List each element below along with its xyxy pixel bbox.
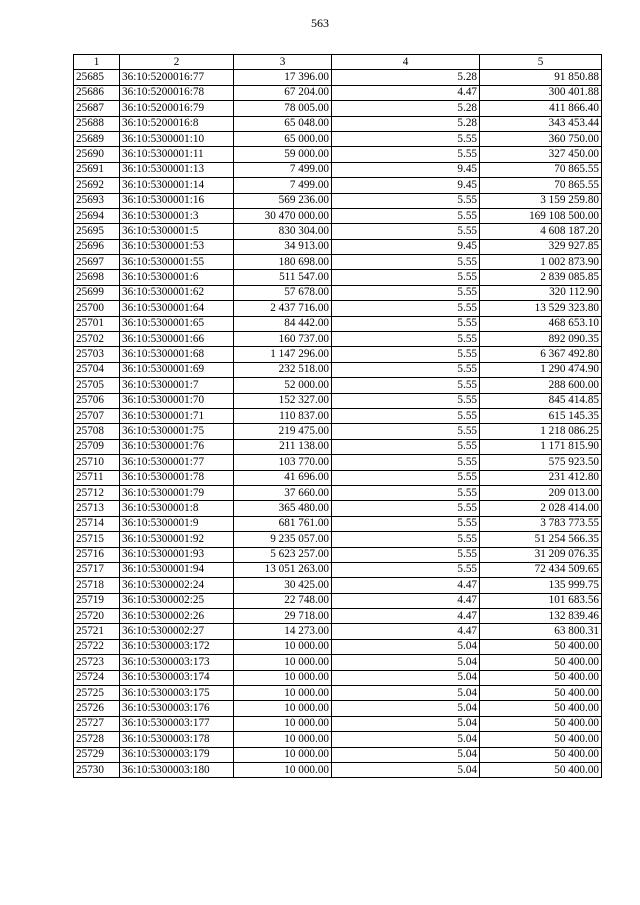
row-number-cell: 25699 [74, 285, 120, 300]
area-cell: 110 837.00 [234, 408, 332, 423]
area-cell: 10 000.00 [234, 716, 332, 731]
value-cell: 329 927.85 [480, 239, 602, 254]
row-number-cell: 25689 [74, 131, 120, 146]
value-cell: 70 865.55 [480, 178, 602, 193]
table-row [74, 670, 602, 685]
table-row [74, 270, 602, 285]
rate-cell: 5.55 [332, 131, 480, 146]
rate-cell: 4.47 [332, 85, 480, 100]
row-number-cell: 25701 [74, 316, 120, 331]
area-cell: 180 698.00 [234, 255, 332, 270]
table-row [74, 239, 602, 254]
row-number-cell: 25713 [74, 501, 120, 516]
table-row [74, 301, 602, 316]
row-number-cell: 25721 [74, 624, 120, 639]
row-number-cell: 25707 [74, 408, 120, 423]
value-cell: 1 218 086.25 [480, 424, 602, 439]
row-number-cell: 25696 [74, 239, 120, 254]
rate-cell: 5.04 [332, 639, 480, 654]
rate-cell: 5.55 [332, 224, 480, 239]
area-cell: 7 499.00 [234, 162, 332, 177]
cadastral-number-cell: 36:10:5300001:13 [120, 162, 234, 177]
cadastral-number-cell: 36:10:5300001:76 [120, 439, 234, 454]
column-header: 3 [234, 55, 332, 70]
value-cell: 3 783 773.55 [480, 516, 602, 531]
area-cell: 219 475.00 [234, 424, 332, 439]
table-row [74, 393, 602, 408]
row-number-cell: 25697 [74, 255, 120, 270]
row-number-cell: 25730 [74, 762, 120, 777]
area-cell: 14 273.00 [234, 624, 332, 639]
row-number-cell: 25720 [74, 609, 120, 624]
row-number-cell: 25729 [74, 747, 120, 762]
area-cell: 830 304.00 [234, 224, 332, 239]
rate-cell: 5.55 [332, 485, 480, 500]
row-number-cell: 25688 [74, 116, 120, 131]
table-row [74, 378, 602, 393]
value-cell: 135 999.75 [480, 578, 602, 593]
value-cell: 468 653.10 [480, 316, 602, 331]
value-cell: 13 529 323.80 [480, 301, 602, 316]
row-number-cell: 25686 [74, 85, 120, 100]
cadastral-number-cell: 36:10:5300001:68 [120, 347, 234, 362]
area-cell: 30 470 000.00 [234, 208, 332, 223]
table-row [74, 208, 602, 223]
value-cell: 50 400.00 [480, 747, 602, 762]
table-row [74, 101, 602, 116]
row-number-cell: 25717 [74, 562, 120, 577]
rate-cell: 5.55 [332, 470, 480, 485]
rate-cell: 5.28 [332, 101, 480, 116]
rate-cell: 5.55 [332, 532, 480, 547]
cadastral-number-cell: 36:10:5300001:10 [120, 131, 234, 146]
cadastral-number-cell: 36:10:5300003:176 [120, 701, 234, 716]
value-cell: 288 600.00 [480, 378, 602, 393]
table-row [74, 255, 602, 270]
area-cell: 10 000.00 [234, 686, 332, 701]
table-row [74, 116, 602, 131]
row-number-cell: 25722 [74, 639, 120, 654]
area-cell: 57 678.00 [234, 285, 332, 300]
table-row [74, 439, 602, 454]
rate-cell: 9.45 [332, 239, 480, 254]
table-row [74, 147, 602, 162]
table-row [74, 701, 602, 716]
area-cell: 10 000.00 [234, 639, 332, 654]
cadastral-number-cell: 36:10:5200016:77 [120, 70, 234, 85]
table-row [74, 639, 602, 654]
value-cell: 2 028 414.00 [480, 501, 602, 516]
cadastral-number-cell: 36:10:5300001:71 [120, 408, 234, 423]
cadastral-number-cell: 36:10:5300001:79 [120, 485, 234, 500]
row-number-cell: 25710 [74, 455, 120, 470]
rate-cell: 5.55 [332, 255, 480, 270]
value-cell: 6 367 492.80 [480, 347, 602, 362]
rate-cell: 5.55 [332, 301, 480, 316]
rate-cell: 4.47 [332, 578, 480, 593]
area-cell: 9 235 057.00 [234, 532, 332, 547]
row-number-cell: 25704 [74, 362, 120, 377]
value-cell: 50 400.00 [480, 686, 602, 701]
table-row [74, 686, 602, 701]
area-cell: 160 737.00 [234, 332, 332, 347]
table-row [74, 547, 602, 562]
value-cell: 300 401.88 [480, 85, 602, 100]
table-row [74, 85, 602, 100]
rate-cell: 5.55 [332, 147, 480, 162]
area-cell: 365 480.00 [234, 501, 332, 516]
table-row [74, 762, 602, 777]
area-cell: 2 437 716.00 [234, 301, 332, 316]
table-row [74, 562, 602, 577]
area-cell: 34 913.00 [234, 239, 332, 254]
area-cell: 17 396.00 [234, 70, 332, 85]
row-number-cell: 25709 [74, 439, 120, 454]
row-number-cell: 25695 [74, 224, 120, 239]
area-cell: 10 000.00 [234, 701, 332, 716]
value-cell: 50 400.00 [480, 716, 602, 731]
table-row [74, 609, 602, 624]
rate-cell: 5.55 [332, 270, 480, 285]
value-cell: 411 866.40 [480, 101, 602, 116]
row-number-cell: 25687 [74, 101, 120, 116]
area-cell: 232 518.00 [234, 362, 332, 377]
area-cell: 152 327.00 [234, 393, 332, 408]
cadastral-number-cell: 36:10:5200016:79 [120, 101, 234, 116]
rate-cell: 5.55 [332, 393, 480, 408]
rate-cell: 5.55 [332, 316, 480, 331]
rate-cell: 5.55 [332, 285, 480, 300]
rate-cell: 5.55 [332, 424, 480, 439]
table-row [74, 716, 602, 731]
cadastral-number-cell: 36:10:5300001:16 [120, 193, 234, 208]
area-cell: 78 005.00 [234, 101, 332, 116]
row-number-cell: 25712 [74, 485, 120, 500]
area-cell: 13 051 263.00 [234, 562, 332, 577]
value-cell: 31 209 076.35 [480, 547, 602, 562]
cadastral-number-cell: 36:10:5300001:65 [120, 316, 234, 331]
table-row [74, 70, 602, 85]
rate-cell: 5.04 [332, 670, 480, 685]
column-header: 4 [332, 55, 480, 70]
table-row [74, 193, 602, 208]
cadastral-number-cell: 36:10:5300001:53 [120, 239, 234, 254]
rate-cell: 5.04 [332, 747, 480, 762]
rate-cell: 5.55 [332, 193, 480, 208]
row-number-cell: 25716 [74, 547, 120, 562]
area-cell: 10 000.00 [234, 670, 332, 685]
area-cell: 211 138.00 [234, 439, 332, 454]
table-row [74, 316, 602, 331]
cadastral-number-cell: 36:10:5300001:94 [120, 562, 234, 577]
table-row [74, 593, 602, 608]
area-cell: 30 425.00 [234, 578, 332, 593]
rate-cell: 5.04 [332, 732, 480, 747]
value-cell: 3 159 259.80 [480, 193, 602, 208]
table-row [74, 424, 602, 439]
value-cell: 1 002 873.90 [480, 255, 602, 270]
value-cell: 132 839.46 [480, 609, 602, 624]
value-cell: 70 865.55 [480, 162, 602, 177]
area-cell: 10 000.00 [234, 655, 332, 670]
row-number-cell: 25715 [74, 532, 120, 547]
table-row [74, 470, 602, 485]
value-cell: 209 013.00 [480, 485, 602, 500]
table-row [74, 347, 602, 362]
row-number-cell: 25711 [74, 470, 120, 485]
column-header: 1 [74, 55, 120, 70]
cadastral-number-cell: 36:10:5300002:25 [120, 593, 234, 608]
value-cell: 101 683.56 [480, 593, 602, 608]
table-row [74, 408, 602, 423]
rate-cell: 9.45 [332, 178, 480, 193]
rate-cell: 4.47 [332, 624, 480, 639]
cadastral-number-cell: 36:10:5300001:75 [120, 424, 234, 439]
table-row [74, 732, 602, 747]
cadastral-number-cell: 36:10:5300001:5 [120, 224, 234, 239]
rate-cell: 4.47 [332, 609, 480, 624]
cadastral-number-cell: 36:10:5300001:8 [120, 501, 234, 516]
value-cell: 845 414.85 [480, 393, 602, 408]
rate-cell: 5.55 [332, 347, 480, 362]
row-number-cell: 25726 [74, 701, 120, 716]
row-number-cell: 25700 [74, 301, 120, 316]
rate-cell: 5.28 [332, 116, 480, 131]
rate-cell: 5.55 [332, 362, 480, 377]
value-cell: 1 290 474.90 [480, 362, 602, 377]
cadastral-number-cell: 36:10:5300001:92 [120, 532, 234, 547]
value-cell: 169 108 500.00 [480, 208, 602, 223]
row-number-cell: 25718 [74, 578, 120, 593]
cadastral-number-cell: 36:10:5300001:6 [120, 270, 234, 285]
page-number: 563 [311, 16, 329, 30]
area-cell: 10 000.00 [234, 747, 332, 762]
cadastral-number-cell: 36:10:5300001:3 [120, 208, 234, 223]
rate-cell: 5.04 [332, 701, 480, 716]
cadastral-number-cell: 36:10:5300001:7 [120, 378, 234, 393]
cadastral-number-cell: 36:10:5300001:69 [120, 362, 234, 377]
area-cell: 67 204.00 [234, 85, 332, 100]
rate-cell: 5.04 [332, 655, 480, 670]
area-cell: 10 000.00 [234, 732, 332, 747]
rate-cell: 4.47 [332, 593, 480, 608]
area-cell: 41 696.00 [234, 470, 332, 485]
row-number-cell: 25691 [74, 162, 120, 177]
value-cell: 91 850.88 [480, 70, 602, 85]
value-cell: 50 400.00 [480, 732, 602, 747]
cadastral-number-cell: 36:10:5300001:93 [120, 547, 234, 562]
table-row [74, 624, 602, 639]
table-row [74, 516, 602, 531]
column-header: 5 [480, 55, 602, 70]
rate-cell: 5.04 [332, 716, 480, 731]
table-row [74, 285, 602, 300]
table-row [74, 178, 602, 193]
rate-cell: 5.55 [332, 378, 480, 393]
area-cell: 10 000.00 [234, 762, 332, 777]
value-cell: 2 839 085.85 [480, 270, 602, 285]
rate-cell: 5.55 [332, 439, 480, 454]
table-row [74, 578, 602, 593]
row-number-cell: 25692 [74, 178, 120, 193]
value-cell: 327 450.00 [480, 147, 602, 162]
cadastral-number-cell: 36:10:5300003:172 [120, 639, 234, 654]
table-row [74, 362, 602, 377]
rate-cell: 5.28 [332, 70, 480, 85]
rate-cell: 5.55 [332, 547, 480, 562]
row-number-cell: 25702 [74, 332, 120, 347]
cadastral-number-cell: 36:10:5300001:77 [120, 455, 234, 470]
table-row [74, 224, 602, 239]
row-number-cell: 25693 [74, 193, 120, 208]
cadastral-number-cell: 36:10:5300001:14 [120, 178, 234, 193]
table-row [74, 332, 602, 347]
row-number-cell: 25725 [74, 686, 120, 701]
cadastral-number-cell: 36:10:5200016:8 [120, 116, 234, 131]
cadastral-number-cell: 36:10:5300001:55 [120, 255, 234, 270]
area-cell: 37 660.00 [234, 485, 332, 500]
area-cell: 65 048.00 [234, 116, 332, 131]
cadastral-number-cell: 36:10:5300003:174 [120, 670, 234, 685]
value-cell: 51 254 566.35 [480, 532, 602, 547]
rate-cell: 5.55 [332, 562, 480, 577]
row-number-cell: 25727 [74, 716, 120, 731]
table-row [74, 532, 602, 547]
value-cell: 4 608 187.20 [480, 224, 602, 239]
area-cell: 681 761.00 [234, 516, 332, 531]
row-number-cell: 25719 [74, 593, 120, 608]
table-row [74, 501, 602, 516]
cadastral-number-cell: 36:10:5300002:24 [120, 578, 234, 593]
row-number-cell: 25690 [74, 147, 120, 162]
table-row [74, 131, 602, 146]
cadastral-number-cell: 36:10:5300001:11 [120, 147, 234, 162]
area-cell: 7 499.00 [234, 178, 332, 193]
row-number-cell: 25708 [74, 424, 120, 439]
cadastral-number-cell: 36:10:5300001:62 [120, 285, 234, 300]
table-row [74, 162, 602, 177]
value-cell: 63 800.31 [480, 624, 602, 639]
cadastral-number-cell: 36:10:5300003:177 [120, 716, 234, 731]
row-number-cell: 25703 [74, 347, 120, 362]
area-cell: 22 748.00 [234, 593, 332, 608]
value-cell: 575 923.50 [480, 455, 602, 470]
row-number-cell: 25728 [74, 732, 120, 747]
area-cell: 5 623 257.00 [234, 547, 332, 562]
value-cell: 360 750.00 [480, 131, 602, 146]
row-number-cell: 25706 [74, 393, 120, 408]
value-cell: 50 400.00 [480, 762, 602, 777]
area-cell: 29 718.00 [234, 609, 332, 624]
value-cell: 231 412.80 [480, 470, 602, 485]
table-header-row [74, 55, 602, 70]
rate-cell: 5.55 [332, 408, 480, 423]
row-number-cell: 25714 [74, 516, 120, 531]
value-cell: 320 112.90 [480, 285, 602, 300]
area-cell: 1 147 296.00 [234, 347, 332, 362]
row-number-cell: 25724 [74, 670, 120, 685]
cadastral-number-cell: 36:10:5300001:66 [120, 332, 234, 347]
cadastral-number-cell: 36:10:5300003:173 [120, 655, 234, 670]
rate-cell: 5.04 [332, 686, 480, 701]
area-cell: 59 000.00 [234, 147, 332, 162]
cadastral-number-cell: 36:10:5300001:70 [120, 393, 234, 408]
rate-cell: 9.45 [332, 162, 480, 177]
rate-cell: 5.55 [332, 455, 480, 470]
row-number-cell: 25698 [74, 270, 120, 285]
row-number-cell: 25723 [74, 655, 120, 670]
value-cell: 50 400.00 [480, 701, 602, 716]
value-cell: 72 434 509.65 [480, 562, 602, 577]
rate-cell: 5.04 [332, 762, 480, 777]
cadastral-number-cell: 36:10:5300002:27 [120, 624, 234, 639]
data-table [73, 54, 602, 778]
cadastral-number-cell: 36:10:5300001:9 [120, 516, 234, 531]
rate-cell: 5.55 [332, 208, 480, 223]
value-cell: 50 400.00 [480, 639, 602, 654]
cadastral-number-cell: 36:10:5300001:64 [120, 301, 234, 316]
table-row [74, 455, 602, 470]
table-row [74, 485, 602, 500]
value-cell: 343 453.44 [480, 116, 602, 131]
cadastral-number-cell: 36:10:5300002:26 [120, 609, 234, 624]
area-cell: 511 547.00 [234, 270, 332, 285]
area-cell: 569 236.00 [234, 193, 332, 208]
value-cell: 892 090.35 [480, 332, 602, 347]
cadastral-number-cell: 36:10:5300003:180 [120, 762, 234, 777]
table-row [74, 655, 602, 670]
row-number-cell: 25685 [74, 70, 120, 85]
area-cell: 84 442.00 [234, 316, 332, 331]
area-cell: 52 000.00 [234, 378, 332, 393]
row-number-cell: 25705 [74, 378, 120, 393]
cadastral-number-cell: 36:10:5300003:179 [120, 747, 234, 762]
rate-cell: 5.55 [332, 501, 480, 516]
value-cell: 1 171 815.90 [480, 439, 602, 454]
value-cell: 50 400.00 [480, 670, 602, 685]
area-cell: 65 000.00 [234, 131, 332, 146]
value-cell: 50 400.00 [480, 655, 602, 670]
area-cell: 103 770.00 [234, 455, 332, 470]
cadastral-number-cell: 36:10:5300003:178 [120, 732, 234, 747]
rate-cell: 5.55 [332, 332, 480, 347]
cadastral-number-cell: 36:10:5300003:175 [120, 686, 234, 701]
value-cell: 615 145.35 [480, 408, 602, 423]
table-body [74, 55, 602, 778]
row-number-cell: 25694 [74, 208, 120, 223]
table-row [74, 747, 602, 762]
cadastral-number-cell: 36:10:5200016:78 [120, 85, 234, 100]
cadastral-number-cell: 36:10:5300001:78 [120, 470, 234, 485]
rate-cell: 5.55 [332, 516, 480, 531]
column-header: 2 [120, 55, 234, 70]
